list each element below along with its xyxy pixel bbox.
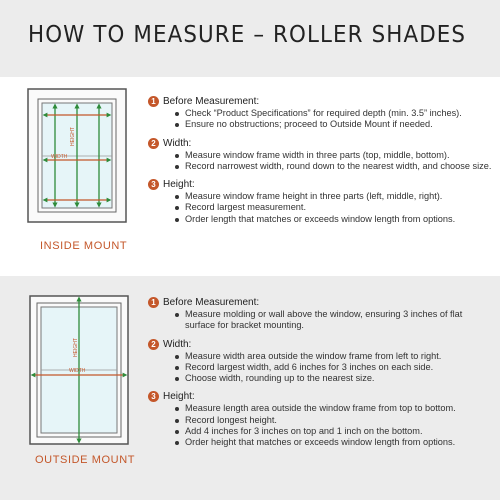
bullet-item: Add 4 inches for 3 inches on top and 1 inch on the bottom. — [175, 426, 493, 437]
bullet-item: Choose width, rounding up to the nearest size. — [175, 373, 493, 384]
bullet-item: Measure window frame height in three parts (left, middle, right). — [175, 191, 493, 202]
width-dimension-label: WIDTH — [51, 154, 68, 160]
step-number-badge: 3 — [148, 391, 159, 402]
outside-mount-diagram — [29, 295, 129, 445]
bullet-item: Measure window frame width in three parts (top, middle, bottom). — [175, 150, 493, 161]
bullet-item: Record largest measurement. — [175, 202, 493, 213]
inside-mount-label: INSIDE MOUNT — [40, 240, 128, 252]
bullet-item: Measure length area outside the window frame from top to bottom. — [175, 403, 493, 414]
bullet-item: Record longest height. — [175, 415, 493, 426]
outside-step-3 — [148, 390, 493, 448]
step-number-badge: 1 — [148, 96, 159, 107]
inside-mount-diagram — [27, 88, 127, 223]
outside-mount-label: OUTSIDE MOUNT — [35, 454, 136, 466]
step-number-badge: 3 — [148, 179, 159, 190]
bullet-item: Measure width area outside the window frame from left to right. — [175, 351, 493, 362]
outside-step-1 — [148, 296, 493, 332]
header — [0, 0, 500, 77]
width-dimension-label: WIDTH — [69, 368, 86, 374]
outside-steps — [148, 296, 493, 455]
step-title: Width: — [163, 338, 192, 350]
step-number-badge: 2 — [148, 138, 159, 149]
step-number-badge: 1 — [148, 297, 159, 308]
inside-mount-section — [0, 77, 500, 276]
inside-step-2 — [148, 137, 493, 173]
bullet-item: Ensure no obstructions; proceed to Outside Mount if needed. — [175, 119, 493, 130]
step-title: Height: — [163, 179, 195, 191]
bullet-item: Record largest width, add 6 inches for 3 inches on each side. — [175, 362, 493, 373]
step-title: Width: — [163, 137, 192, 149]
inside-step-3 — [148, 178, 493, 225]
step-title: Before Measurement: — [163, 297, 260, 308]
bullet-item: Record narrowest width, round down to the nearest width, and choose size. — [175, 161, 493, 172]
step-title: Before Measurement: — [163, 96, 260, 107]
bullet-item: Check “Product Specifications” for required depth (min. 3.5” inches). — [175, 108, 493, 119]
height-dimension-label: HEIGHT — [70, 127, 76, 146]
outside-mount-section — [0, 276, 500, 500]
height-dimension-label: HEIGHT — [73, 338, 79, 357]
page-title: HOW TO MEASURE – ROLLER SHADES — [28, 22, 467, 48]
bullet-item: Measure molding or wall above the window, ensuring 3 inches of flat surface for bracket mounting. — [175, 309, 493, 332]
inside-steps — [148, 95, 493, 231]
bullet-item: Order length that matches or exceeds window length from options. — [175, 214, 493, 225]
step-title: Height: — [163, 391, 195, 403]
bullet-item: Order height that matches or exceeds window length from options. — [175, 437, 493, 448]
outside-step-2 — [148, 338, 493, 385]
step-number-badge: 2 — [148, 339, 159, 350]
inside-step-1 — [148, 95, 493, 131]
